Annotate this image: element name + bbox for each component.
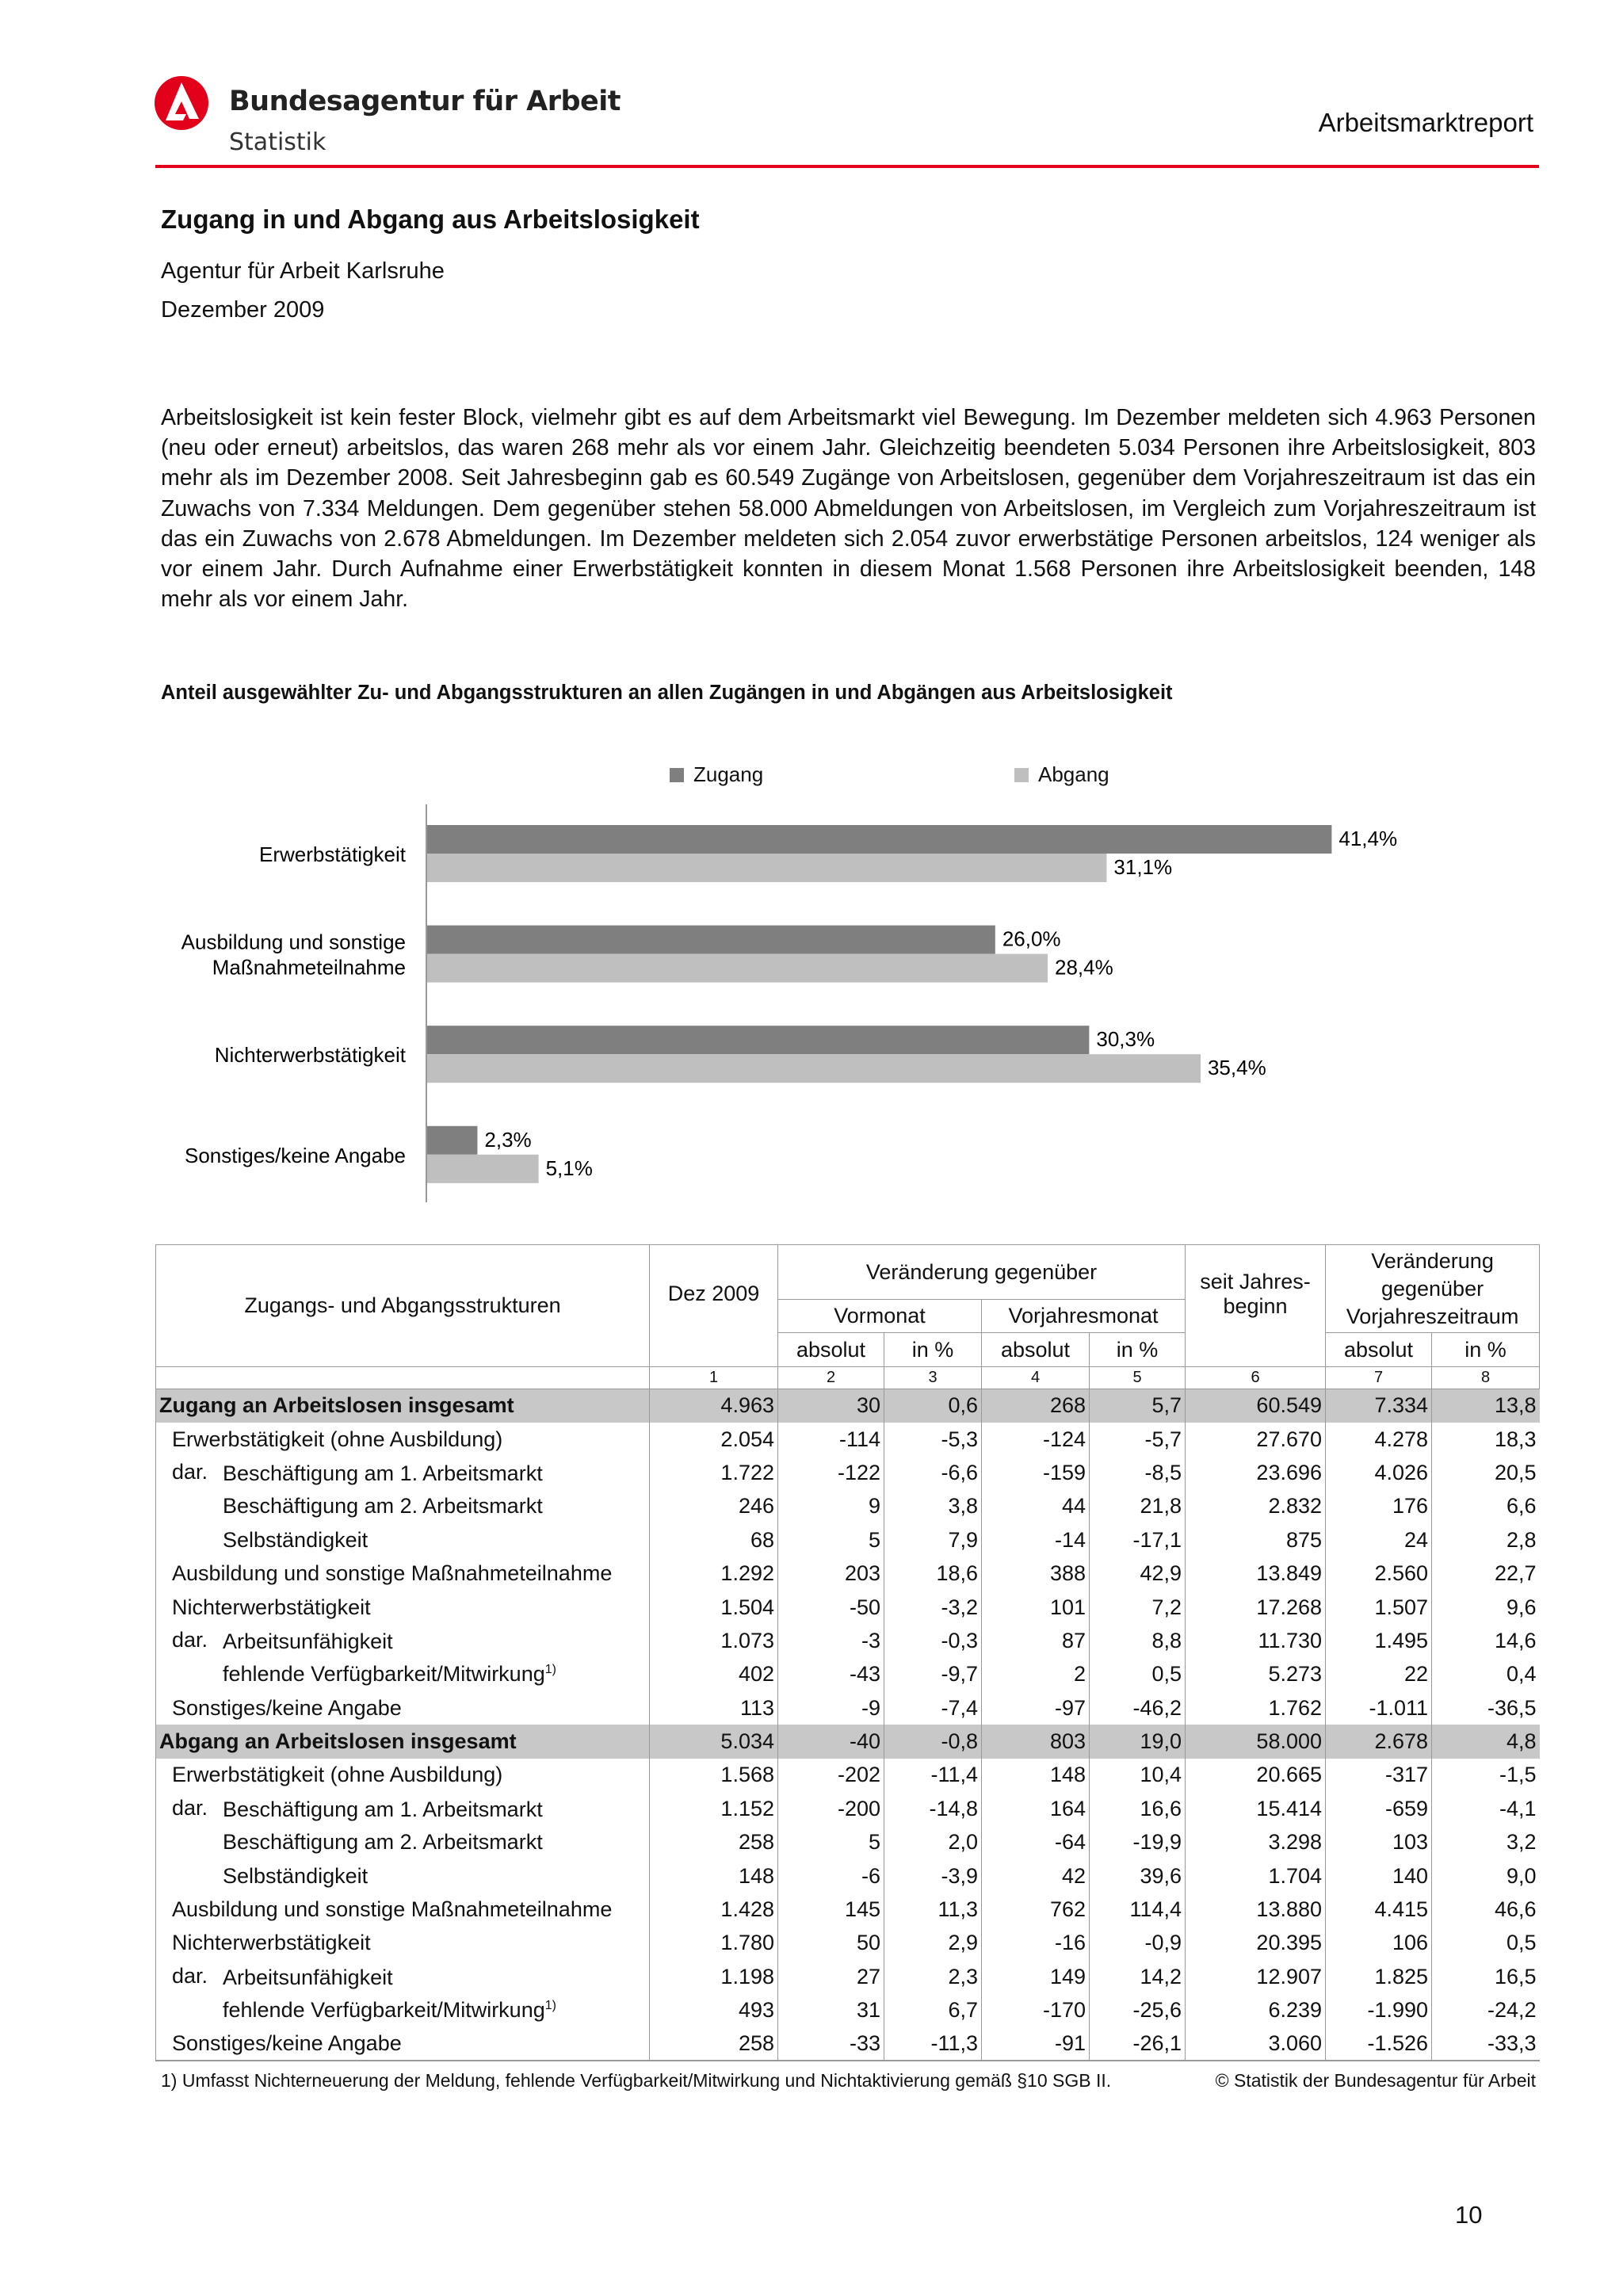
cell-value: -5,3 bbox=[884, 1423, 982, 1456]
chart-title: Anteil ausgewählter Zu- und Abgangsstrukturen an allen Zugängen in und Abgängen aus Arbeitslosigkeit bbox=[161, 682, 1173, 704]
cell-value: 68 bbox=[650, 1523, 778, 1557]
cell-value: -3,2 bbox=[884, 1591, 982, 1624]
cell-value: 803 bbox=[982, 1725, 1090, 1758]
cell-value: 3.060 bbox=[1186, 2027, 1326, 2061]
cell-value: 9,6 bbox=[1432, 1591, 1540, 1624]
cell-value: 8,8 bbox=[1090, 1624, 1186, 1657]
table-row bbox=[156, 1658, 1540, 1691]
footnote: 1) Umfasst Nichterneuerung der Meldung, fehlende Verfügbarkeit/Mitwirkung und Nichtaktivierung gemäß §10 SGB II. bbox=[161, 2070, 1112, 2091]
cell-value: 2,8 bbox=[1432, 1523, 1540, 1557]
cell-value: 5.034 bbox=[650, 1725, 778, 1758]
category-label: Sonstiges/keine Angabe bbox=[185, 1143, 406, 1167]
cell-value: 5 bbox=[778, 1826, 884, 1859]
cell-value: 39,6 bbox=[1090, 1859, 1186, 1893]
category-label: Nichterwerbstätigkeit bbox=[214, 1043, 406, 1068]
row-label-text: Zugang an Arbeitslosen insgesamt bbox=[159, 1393, 514, 1418]
bar-zugang bbox=[427, 926, 995, 954]
header-structures: Zugangs- und Abgangsstrukturen bbox=[156, 1245, 650, 1367]
cell-value: -50 bbox=[778, 1591, 884, 1624]
cell-value: 6,6 bbox=[1432, 1490, 1540, 1523]
table-row bbox=[156, 1759, 1540, 1792]
cell-value: 7,2 bbox=[1090, 1591, 1186, 1624]
row-label-text: fehlende Verfügbarkeit/Mitwirkung bbox=[223, 1662, 545, 1687]
bar-abgang bbox=[427, 1155, 539, 1183]
row-label bbox=[156, 1826, 650, 1859]
row-label bbox=[156, 1927, 650, 1960]
cell-value: -0,9 bbox=[1090, 1927, 1186, 1960]
cell-value: 23.696 bbox=[1186, 1456, 1326, 1489]
cell-value: 1.507 bbox=[1326, 1591, 1432, 1624]
summary-paragraph: Arbeitslosigkeit ist kein fester Block, vielmehr gibt es auf dem Arbeitsmarkt viel Bewegung. Im Dezember meldeten sich 4.963 Personen (neu oder erneut) arbeitslos, das waren 268 mehr als vor einem Jahr. Gleichzeitig beendeten 5.034 Personen ihre Arbeitslosigkeit, 803 mehr als im Dezember 2008. Seit Jahresbeginn gab es 60.549 Zugänge von Arbeitslosen, gegenüber dem Vorjahreszeitraum ist das ein Zuwachs von 7.334 Meldungen. Dem gegenüber stehen 58.000 Abmeldungen von Arbeitslosen, im Vergleich zum Vorjahreszeitraum ist das ein Zuwachs von 2.678 Abmeldungen. Im Dezember meldeten sich 2.054 zuvor erwerbstätige Personen arbeitslos, 124 weniger als vor einem Jahr. Durch Aufnahme einer Erwerbstätigkeit konnten in diesem Monat 1.568 Personen ihre Arbeitslosigkeit beenden, 148 mehr als vor einem Jahr. bbox=[161, 405, 1536, 613]
cell-value: -200 bbox=[778, 1792, 884, 1825]
column-number: 5 bbox=[1090, 1367, 1186, 1389]
column-number: 4 bbox=[982, 1367, 1090, 1389]
cell-value: 44 bbox=[982, 1490, 1090, 1523]
cell-value: 1.495 bbox=[1326, 1624, 1432, 1657]
data-label: 5,1% bbox=[545, 1156, 593, 1180]
cell-value: 14,6 bbox=[1432, 1624, 1540, 1657]
row-label bbox=[156, 1591, 650, 1624]
brand-subtitle: Statistik bbox=[229, 128, 327, 156]
cell-value: 4.963 bbox=[650, 1389, 778, 1423]
cell-value: 114,4 bbox=[1090, 1893, 1186, 1926]
cell-value: 246 bbox=[650, 1490, 778, 1523]
cell-value: 164 bbox=[982, 1792, 1090, 1825]
cell-value: 140 bbox=[1326, 1859, 1432, 1893]
legend-swatch bbox=[670, 768, 684, 782]
bar-chart bbox=[155, 793, 1539, 1213]
cell-value: 1.704 bbox=[1186, 1859, 1326, 1893]
cell-value: 0,5 bbox=[1432, 1927, 1540, 1960]
cell-value: -17,1 bbox=[1090, 1523, 1186, 1557]
row-label bbox=[156, 1960, 650, 1993]
cell-value: -19,9 bbox=[1090, 1826, 1186, 1859]
row-label bbox=[156, 1759, 650, 1792]
header-pct: in % bbox=[1090, 1333, 1186, 1367]
cell-value: 0,4 bbox=[1432, 1658, 1540, 1691]
data-label: 28,4% bbox=[1054, 955, 1113, 980]
cell-value: -114 bbox=[778, 1423, 884, 1456]
bar-zugang bbox=[427, 1126, 477, 1155]
cell-value: 1.152 bbox=[650, 1792, 778, 1825]
footnote-ref: 1) bbox=[544, 1999, 556, 2013]
cell-value: 16,5 bbox=[1432, 1960, 1540, 1993]
cell-value: 20.665 bbox=[1186, 1759, 1326, 1792]
cell-value: -33 bbox=[778, 2027, 884, 2061]
cell-value: 22 bbox=[1326, 1658, 1432, 1691]
cell-value: -0,8 bbox=[884, 1725, 982, 1758]
table-row bbox=[156, 1826, 1540, 1859]
cell-value: -4,1 bbox=[1432, 1792, 1540, 1825]
header-change: Veränderung gegenüber bbox=[778, 1245, 1186, 1300]
cell-value: -46,2 bbox=[1090, 1691, 1186, 1725]
row-label bbox=[156, 1490, 650, 1523]
cell-value: -43 bbox=[778, 1658, 884, 1691]
cell-value: 12.907 bbox=[1186, 1960, 1326, 1993]
header-abs: absolut bbox=[982, 1333, 1090, 1367]
header-vormonat: Vormonat bbox=[778, 1300, 982, 1333]
cell-value: 268 bbox=[982, 1389, 1090, 1423]
cell-value: 9 bbox=[778, 1490, 884, 1523]
cell-value: 9,0 bbox=[1432, 1859, 1540, 1893]
cell-value: -1.990 bbox=[1326, 1994, 1432, 2027]
cell-value: -659 bbox=[1326, 1792, 1432, 1825]
cell-value: 22,7 bbox=[1432, 1557, 1540, 1590]
cell-value: 145 bbox=[778, 1893, 884, 1926]
category-label: Erwerbstätigkeit bbox=[259, 842, 406, 866]
legend-label: Abgang bbox=[1038, 762, 1109, 786]
table-row bbox=[156, 2027, 1540, 2061]
cell-value: -36,5 bbox=[1432, 1691, 1540, 1725]
cell-value: -159 bbox=[982, 1456, 1090, 1489]
cell-value: 2 bbox=[982, 1658, 1090, 1691]
header-vjz: Veränderung gegenüber Vorjahreszeitraum bbox=[1326, 1245, 1540, 1333]
row-label-text: fehlende Verfügbarkeit/Mitwirkung bbox=[223, 1998, 545, 2023]
cell-value: 42,9 bbox=[1090, 1557, 1186, 1590]
cell-value: 1.780 bbox=[650, 1927, 778, 1960]
row-label-text: Beschäftigung am 2. Arbeitsmarkt bbox=[223, 1830, 543, 1855]
cell-value: 2.678 bbox=[1326, 1725, 1432, 1758]
cell-value: 17.268 bbox=[1186, 1591, 1326, 1624]
cell-value: -7,4 bbox=[884, 1691, 982, 1725]
cell-value: 42 bbox=[982, 1859, 1090, 1893]
footnote-ref: 1) bbox=[544, 1663, 556, 1677]
data-label: 2,3% bbox=[484, 1127, 532, 1152]
column-number: 6 bbox=[1186, 1367, 1326, 1389]
cell-value: -1,5 bbox=[1432, 1759, 1540, 1792]
cell-value: -97 bbox=[982, 1691, 1090, 1725]
cell-value: -0,3 bbox=[884, 1624, 982, 1657]
row-label bbox=[156, 1557, 650, 1590]
table-row bbox=[156, 1691, 1540, 1725]
cell-value: 30 bbox=[778, 1389, 884, 1423]
cell-value: -24,2 bbox=[1432, 1994, 1540, 2027]
cell-value: 58.000 bbox=[1186, 1725, 1326, 1758]
row-label-text: Sonstiges/keine Angabe bbox=[172, 2031, 402, 2056]
row-label-text: Sonstiges/keine Angabe bbox=[172, 1695, 402, 1720]
cell-value: -11,4 bbox=[884, 1759, 982, 1792]
cell-value: -26,1 bbox=[1090, 2027, 1186, 2061]
cell-value: -40 bbox=[778, 1725, 884, 1758]
cell-value: 19,0 bbox=[1090, 1725, 1186, 1758]
cell-value: 31 bbox=[778, 1994, 884, 2027]
cell-value: 106 bbox=[1326, 1927, 1432, 1960]
row-label bbox=[156, 1523, 650, 1557]
cell-value: 2,9 bbox=[884, 1927, 982, 1960]
bar-abgang bbox=[427, 854, 1106, 882]
dar-prefix: dar. bbox=[172, 1795, 208, 1820]
cell-value: 875 bbox=[1186, 1523, 1326, 1557]
cell-value: 27.670 bbox=[1186, 1423, 1326, 1456]
page-number: 10 bbox=[1455, 2201, 1483, 2229]
cell-value: -124 bbox=[982, 1423, 1090, 1456]
data-label: 26,0% bbox=[1002, 926, 1061, 951]
cell-value: 27 bbox=[778, 1960, 884, 1993]
cell-value: -1.526 bbox=[1326, 2027, 1432, 2061]
cell-value: 176 bbox=[1326, 1490, 1432, 1523]
cell-value: 21,8 bbox=[1090, 1490, 1186, 1523]
cell-value: 5 bbox=[778, 1523, 884, 1557]
cell-value: 148 bbox=[650, 1859, 778, 1893]
cell-value: -9,7 bbox=[884, 1658, 982, 1691]
table-row bbox=[156, 1557, 1540, 1590]
cell-value: 6,7 bbox=[884, 1994, 982, 2027]
row-label-text: Beschäftigung am 1. Arbeitsmarkt bbox=[223, 1797, 543, 1821]
data-label: 30,3% bbox=[1096, 1027, 1155, 1052]
column-number: 7 bbox=[1326, 1367, 1432, 1389]
cell-value: -8,5 bbox=[1090, 1456, 1186, 1489]
cell-value: -122 bbox=[778, 1456, 884, 1489]
cell-value: -5,7 bbox=[1090, 1423, 1186, 1456]
cell-value: 4.026 bbox=[1326, 1456, 1432, 1489]
cell-value: 7.334 bbox=[1326, 1389, 1432, 1423]
row-label-text: Erwerbstätigkeit (ohne Ausbildung) bbox=[172, 1763, 503, 1787]
cell-value: 2.832 bbox=[1186, 1490, 1326, 1523]
cell-value: 13.880 bbox=[1186, 1893, 1326, 1926]
row-label bbox=[156, 1994, 650, 2027]
header-abs: absolut bbox=[1326, 1333, 1432, 1367]
cell-value: 2.560 bbox=[1326, 1557, 1432, 1590]
dar-prefix: dar. bbox=[172, 1459, 208, 1484]
cell-value: 4.415 bbox=[1326, 1893, 1432, 1926]
cell-value: 402 bbox=[650, 1658, 778, 1691]
row-label bbox=[156, 1691, 650, 1725]
cell-value: -6 bbox=[778, 1859, 884, 1893]
cell-value: 13,8 bbox=[1432, 1389, 1540, 1423]
cell-value: 113 bbox=[650, 1691, 778, 1725]
row-label-text: Arbeitsunfähigkeit bbox=[223, 1629, 393, 1653]
cell-value: 11.730 bbox=[1186, 1624, 1326, 1657]
table-row bbox=[156, 1927, 1540, 1960]
table-row bbox=[156, 1960, 1540, 1993]
cell-value: 203 bbox=[778, 1557, 884, 1590]
cell-value: 10,4 bbox=[1090, 1759, 1186, 1792]
cell-value: 50 bbox=[778, 1927, 884, 1960]
bar-abgang bbox=[427, 954, 1048, 983]
bar-zugang bbox=[427, 1026, 1089, 1054]
row-label bbox=[156, 1624, 650, 1657]
table-row bbox=[156, 1725, 1540, 1758]
cell-value: 1.428 bbox=[650, 1893, 778, 1926]
legend-swatch bbox=[1014, 768, 1029, 782]
cell-value: 7,9 bbox=[884, 1523, 982, 1557]
cell-value: -1.011 bbox=[1326, 1691, 1432, 1725]
row-label bbox=[156, 1658, 650, 1691]
cell-value: 258 bbox=[650, 1826, 778, 1859]
cell-value: 2,3 bbox=[884, 1960, 982, 1993]
cell-value: -317 bbox=[1326, 1759, 1432, 1792]
cell-value: 4,8 bbox=[1432, 1725, 1540, 1758]
agency-name: Agentur für Arbeit Karlsruhe bbox=[161, 258, 445, 284]
table-row bbox=[156, 1423, 1540, 1456]
cell-value: -6,6 bbox=[884, 1456, 982, 1489]
cell-value: -16 bbox=[982, 1927, 1090, 1960]
cell-value: 0,6 bbox=[884, 1389, 982, 1423]
cell-value: 1.504 bbox=[650, 1591, 778, 1624]
cell-value: 16,6 bbox=[1090, 1792, 1186, 1825]
category-label: Maßnahmeteilnahme bbox=[212, 955, 406, 980]
table-row bbox=[156, 1893, 1540, 1926]
cell-value: 3,2 bbox=[1432, 1826, 1540, 1859]
row-label-text: Nichterwerbstätigkeit bbox=[172, 1931, 371, 1955]
cell-value: 101 bbox=[982, 1591, 1090, 1624]
legend-abgang bbox=[1014, 762, 1109, 787]
bar-abgang bbox=[427, 1054, 1201, 1083]
row-label bbox=[156, 1423, 650, 1456]
cell-value: -14,8 bbox=[884, 1792, 982, 1825]
row-label bbox=[156, 1893, 650, 1926]
legend-zugang bbox=[670, 762, 763, 787]
cell-value: 46,6 bbox=[1432, 1893, 1540, 1926]
cell-value: -64 bbox=[982, 1826, 1090, 1859]
header-blank bbox=[156, 1367, 650, 1389]
legend-label: Zugang bbox=[693, 762, 764, 786]
report-name: Arbeitsmarktreport bbox=[1318, 108, 1533, 137]
cell-value: 493 bbox=[650, 1994, 778, 2027]
row-label bbox=[156, 2027, 650, 2061]
report-month: Dezember 2009 bbox=[161, 297, 325, 323]
cell-value: 2.054 bbox=[650, 1423, 778, 1456]
cell-value: 11,3 bbox=[884, 1893, 982, 1926]
row-label bbox=[156, 1859, 650, 1893]
column-number: 2 bbox=[778, 1367, 884, 1389]
cell-value: -11,3 bbox=[884, 2027, 982, 2061]
header-vorjahresmonat: Vorjahresmonat bbox=[982, 1300, 1186, 1333]
ba-logo-icon bbox=[155, 76, 208, 130]
table-row bbox=[156, 1523, 1540, 1557]
cell-value: 1.073 bbox=[650, 1624, 778, 1657]
cell-value: -3,9 bbox=[884, 1859, 982, 1893]
cell-value: 762 bbox=[982, 1893, 1090, 1926]
row-label-text: Erwerbstätigkeit (ohne Ausbildung) bbox=[172, 1427, 503, 1451]
cell-value: 87 bbox=[982, 1624, 1090, 1657]
data-label: 41,4% bbox=[1338, 827, 1398, 850]
cell-value: 20,5 bbox=[1432, 1456, 1540, 1489]
cell-value: 5,7 bbox=[1090, 1389, 1186, 1423]
cell-value: 3.298 bbox=[1186, 1826, 1326, 1859]
cell-value: -14 bbox=[982, 1523, 1090, 1557]
cell-value: 148 bbox=[982, 1759, 1090, 1792]
table-row bbox=[156, 1994, 1540, 2027]
cell-value: 258 bbox=[650, 2027, 778, 2061]
row-label-text: Beschäftigung am 2. Arbeitsmarkt bbox=[223, 1494, 543, 1519]
cell-value: -25,6 bbox=[1090, 1994, 1186, 2027]
column-number: 1 bbox=[650, 1367, 778, 1389]
table-row bbox=[156, 1624, 1540, 1657]
table-row bbox=[156, 1591, 1540, 1624]
cell-value: -9 bbox=[778, 1691, 884, 1725]
row-label bbox=[156, 1389, 650, 1423]
row-label bbox=[156, 1792, 650, 1825]
cell-value: -91 bbox=[982, 2027, 1090, 2061]
cell-value: 60.549 bbox=[1186, 1389, 1326, 1423]
cell-value: 18,6 bbox=[884, 1557, 982, 1590]
cell-value: 24 bbox=[1326, 1523, 1432, 1557]
brand-name: Bundesagentur für Arbeit bbox=[229, 86, 621, 117]
table-row bbox=[156, 1490, 1540, 1523]
cell-value: 15.414 bbox=[1186, 1792, 1326, 1825]
structures-table bbox=[155, 1244, 1540, 2061]
cell-value: 1.198 bbox=[650, 1960, 778, 1993]
row-label-text: Ausbildung und sonstige Maßnahmeteilnahme bbox=[172, 1561, 613, 1586]
row-label-text: Selbständigkeit bbox=[223, 1863, 369, 1888]
cell-value: 149 bbox=[982, 1960, 1090, 1993]
header-abs: absolut bbox=[778, 1333, 884, 1367]
row-label-text: Abgang an Arbeitslosen insgesamt bbox=[159, 1729, 517, 1754]
cell-value: -33,3 bbox=[1432, 2027, 1540, 2061]
data-label: 31,1% bbox=[1113, 855, 1173, 879]
cell-value: 2,0 bbox=[884, 1826, 982, 1859]
cell-value: 6.239 bbox=[1186, 1994, 1326, 2027]
cell-value: 18,3 bbox=[1432, 1423, 1540, 1456]
header-seit: seit Jahres- beginn bbox=[1186, 1245, 1326, 1367]
row-label-text: Ausbildung und sonstige Maßnahmeteilnahme bbox=[172, 1897, 613, 1922]
cell-value: 1.825 bbox=[1326, 1960, 1432, 1993]
cell-value: 4.278 bbox=[1326, 1423, 1432, 1456]
cell-value: -3 bbox=[778, 1624, 884, 1657]
cell-value: 14,2 bbox=[1090, 1960, 1186, 1993]
table-row bbox=[156, 1859, 1540, 1893]
cell-value: 1.722 bbox=[650, 1456, 778, 1489]
row-label bbox=[156, 1456, 650, 1489]
cell-value: 5.273 bbox=[1186, 1658, 1326, 1691]
dar-prefix: dar. bbox=[172, 1963, 208, 1988]
cell-value: 20.395 bbox=[1186, 1927, 1326, 1960]
table-row bbox=[156, 1389, 1540, 1423]
cell-value: 1.292 bbox=[650, 1557, 778, 1590]
cell-value: -202 bbox=[778, 1759, 884, 1792]
cell-value: 1.568 bbox=[650, 1759, 778, 1792]
cell-value: 13.849 bbox=[1186, 1557, 1326, 1590]
table-row bbox=[156, 1792, 1540, 1825]
category-label: Ausbildung und sonstige bbox=[181, 930, 406, 954]
header-dez: Dez 2009 bbox=[650, 1245, 778, 1367]
row-label-text: Nichterwerbstätigkeit bbox=[172, 1595, 371, 1619]
cell-value: -170 bbox=[982, 1994, 1090, 2027]
table-row bbox=[156, 1456, 1540, 1489]
row-label-text: Arbeitsunfähigkeit bbox=[223, 1965, 393, 1989]
row-label bbox=[156, 1725, 650, 1758]
column-number: 8 bbox=[1432, 1367, 1540, 1389]
row-label-text: Selbständigkeit bbox=[223, 1527, 369, 1552]
header-pct: in % bbox=[1432, 1333, 1540, 1367]
cell-value: 1.762 bbox=[1186, 1691, 1326, 1725]
header-divider bbox=[155, 165, 1539, 168]
row-label-text: Beschäftigung am 1. Arbeitsmarkt bbox=[223, 1461, 543, 1485]
cell-value: 3,8 bbox=[884, 1490, 982, 1523]
copyright: © Statistik der Bundesagentur für Arbeit bbox=[1215, 2070, 1536, 2091]
bar-zugang bbox=[427, 825, 1331, 854]
header-pct: in % bbox=[884, 1333, 982, 1367]
cell-value: 388 bbox=[982, 1557, 1090, 1590]
data-label: 35,4% bbox=[1207, 1056, 1266, 1080]
column-number: 3 bbox=[884, 1367, 982, 1389]
cell-value: 0,5 bbox=[1090, 1658, 1186, 1691]
dar-prefix: dar. bbox=[172, 1627, 208, 1652]
cell-value: 103 bbox=[1326, 1826, 1432, 1859]
page-title: Zugang in und Abgang aus Arbeitslosigkeit bbox=[161, 204, 700, 234]
